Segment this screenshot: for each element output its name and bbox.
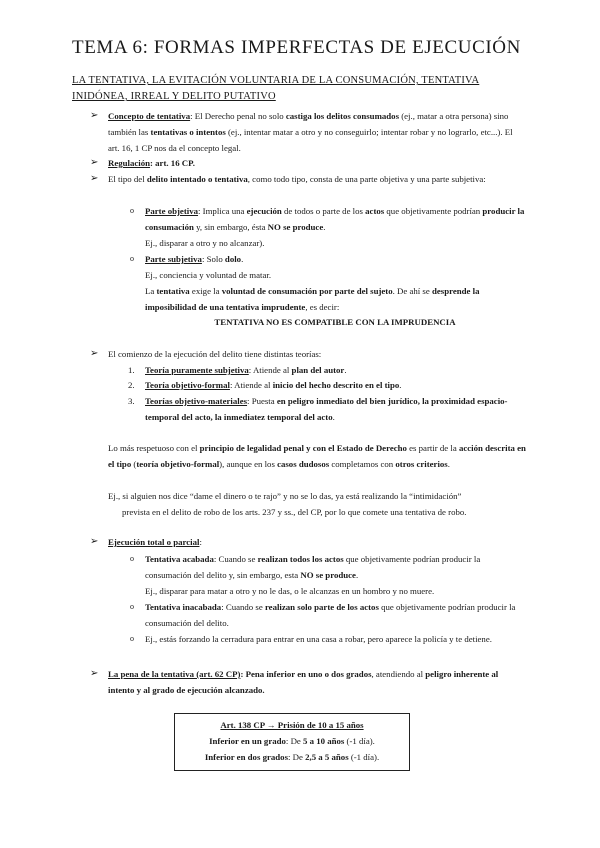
unfinished-attempt-example: Ej., estás forzando la cerradura para entrar en una casa a robar, pero aparece la policía y te detiene. — [145, 634, 492, 644]
regulation-line: Regulación: art. 16 CP. — [108, 158, 195, 168]
arrow-bullet-icon: ➢ — [90, 668, 99, 679]
circle-bullet-icon: o — [130, 254, 134, 263]
subjective-part: Parte subjetiva: Solo dolo. — [145, 254, 244, 264]
type-paragraph: El tipo del delito intentado o tentativa, como todo tipo, consta de una parte objetiva y una parte subjetiva: — [108, 174, 486, 184]
theory-item: Teoría objetivo-formal: Atiende al inicio del hecho descrito en el tipo. — [145, 380, 402, 390]
circle-bullet-icon: o — [130, 602, 134, 611]
concept-paragraph: Concepto de tentativa: El Derecho penal no solo castiga los delitos consumados (ej., matar a otra persona) sino también las tentativas o intentos (ej., intentar matar a otro y no conseguirlo; intentar robar y no lograrlo, etc...). El art. 16, 1 CP nos da el concepto legal. — [108, 111, 513, 154]
arrow-bullet-icon: ➢ — [90, 348, 99, 359]
arrow-bullet-icon: ➢ — [90, 173, 99, 184]
objective-example: Ej., disparar a otro y no alcanzar). — [145, 238, 265, 248]
penalty-paragraph: La pena de la tentativa (art. 62 CP): Pena inferior en uno o dos grados, atendiendo al peligro inherente al intento y al grado de ejecución alcanzado. — [108, 669, 499, 696]
finished-attempt: Tentativa acabada: Cuando se realizan todos los actos que objetivamente podrían producir la consumación del delito y, sin embargo, esta NO se produce. — [145, 554, 481, 581]
list-number: 3. — [128, 396, 135, 406]
subjective-example: Ej., conciencia y voluntad de matar. — [145, 270, 272, 280]
section-subtitle: LA TENTATIVA, LA EVITACIÓN VOLUNTARIA DE LA CONSUMACIÓN, TENTATIVA INIDÓNEA, IRREAL Y DELITO PUTATIVO — [72, 75, 480, 102]
unfinished-attempt: Tentativa inacabada: Cuando se realizan solo parte de los actos que objetivamente podrían producir la consumación del delito. — [145, 602, 516, 629]
legality-paragraph: Lo más respetuoso con el principio de legalidad penal y con el Estado de Derecho es partir de la acción descrita en el tipo (teoría objetivo-formal), aunque en los casos dudosos completamos con otros criterios. — [108, 443, 526, 470]
robbery-example-line-2: prevista en el delito de robo de los arts. 237 y ss., del CP, por lo que comete una tentativa de robo. — [122, 507, 467, 517]
objective-part: Parte objetiva: Implica una ejecución de todos o parte de los actos que objetivamente podrían producir la consumación y, sin embargo, ésta NO se produce. — [145, 206, 525, 233]
theories-intro: El comienzo de la ejecución del delito tiene distintas teorías: — [108, 349, 322, 359]
page-title: TEMA 6: FORMAS IMPERFECTAS DE EJECUCIÓN — [72, 37, 521, 58]
list-number: 1. — [128, 365, 135, 375]
list-number: 2. — [128, 380, 135, 390]
box-line-2: Inferior en un grado: De 5 a 10 años (-1 día). — [209, 736, 375, 746]
box-line-1: Art. 138 CP → Prisión de 10 a 15 años — [220, 720, 364, 730]
tentative-will-paragraph: La tentativa exige la voluntad de consumación por parte del sujeto. De ahí se desprende la imposibilidad de una tentativa imprudente, es decir: — [145, 286, 480, 313]
imprudence-conclusion: TENTATIVA NO ES COMPATIBLE CON LA IMPRUDENCIA — [214, 317, 456, 327]
arrow-bullet-icon: ➢ — [90, 110, 99, 121]
arrow-bullet-icon: ➢ — [90, 536, 99, 547]
theory-item: Teorías objetivo-materiales: Puesta en peligro inmediato del bien jurídico, la proximidad espacio-temporal del acto, la inmediatez temporal del acto. — [145, 396, 508, 423]
execution-heading: Ejecución total o parcial: — [108, 537, 202, 547]
theory-item: Teoría puramente subjetiva: Atiende al plan del autor. — [145, 365, 347, 375]
penalty-example-box — [174, 713, 410, 771]
concept-term: Concepto de tentativa — [108, 111, 191, 121]
circle-bullet-icon: o — [130, 634, 134, 643]
circle-bullet-icon: o — [130, 554, 134, 563]
circle-bullet-icon: o — [130, 206, 134, 215]
robbery-example-line-1: Ej., si alguien nos dice “dame el dinero o te rajo” y no se lo das, ya está realizando la “intimidación” — [108, 491, 462, 501]
arrow-bullet-icon: ➢ — [90, 157, 99, 168]
box-line-3: Inferior en dos grados: De 2,5 a 5 años (-1 día). — [204, 752, 380, 762]
finished-attempt-example: Ej., disparar para matar a otro y no le das, o le alcanzas en un hombro y no muere. — [145, 586, 435, 596]
